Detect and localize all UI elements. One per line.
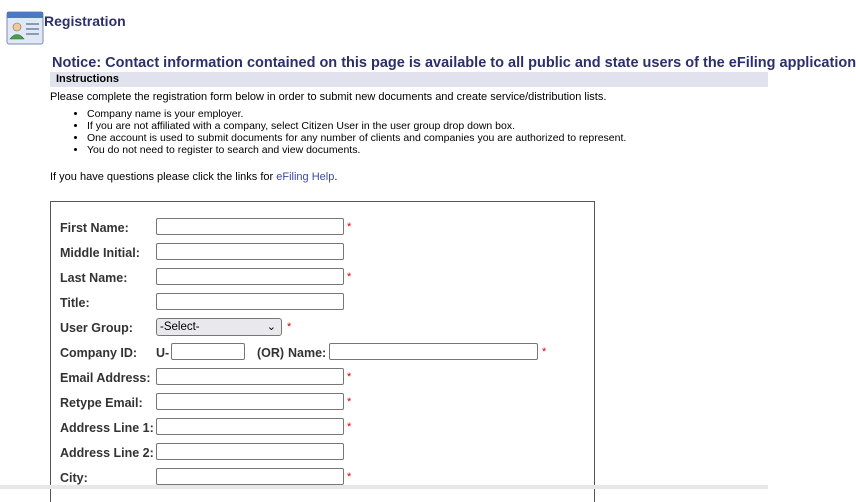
list-item: • You do not need to register to search and view documents. (87, 144, 626, 156)
registration-form (50, 201, 595, 502)
company-id-label: Company ID: (60, 346, 138, 360)
address1-row (51, 418, 594, 440)
address2-row (51, 443, 594, 465)
user-group-row (51, 318, 594, 340)
middle-initial-row (51, 243, 594, 265)
instructions-list (75, 108, 626, 156)
instructions-bar (50, 72, 768, 87)
company-name-input[interactable] (329, 343, 538, 360)
email-input[interactable] (156, 368, 344, 385)
chevron-down-icon: ⌄ (266, 321, 276, 333)
title-row (51, 293, 594, 315)
retype-email-label: Retype Email: (60, 396, 143, 410)
list-item: • One account is used to submit documents for any number of clients and companies you are authorized to represent. (87, 132, 626, 144)
user-registration-icon (6, 8, 46, 48)
address-line-1-input[interactable] (156, 418, 344, 435)
email-label: Email Address: (60, 371, 151, 385)
first-name-label: First Name: (60, 221, 129, 235)
required-marker: * (347, 221, 352, 233)
title-label: Title: (60, 296, 90, 310)
user-group-select[interactable] (156, 318, 282, 336)
efiling-help-link[interactable]: eFiling Help (276, 171, 335, 183)
address-line-1-label: Address Line 1: (60, 421, 154, 435)
retype-email-row (51, 393, 594, 415)
last-name-row (51, 268, 594, 290)
required-marker: * (347, 396, 352, 408)
company-row (51, 343, 594, 365)
first-name-row (51, 218, 594, 240)
middle-initial-label: Middle Initial: (60, 246, 140, 260)
required-marker: * (347, 471, 352, 483)
list-item: • If you are not affiliated with a company, select Citizen User in the user group drop down box. (87, 120, 626, 132)
middle-initial-input[interactable] (156, 243, 344, 260)
instructions-heading: Instructions (56, 73, 119, 85)
address-line-2-label: Address Line 2: (60, 446, 154, 460)
instructions-intro: Please complete the registration form below in order to submit new documents and create service/distribution lists. (50, 91, 607, 103)
last-name-input[interactable] (156, 268, 344, 285)
user-group-selected-value: -Select- (160, 321, 200, 333)
retype-email-input[interactable] (156, 393, 344, 410)
horizontal-scrollbar[interactable] (0, 485, 768, 489)
or-label: (OR) (257, 346, 285, 360)
list-item: • Company name is your employer. (87, 108, 626, 120)
company-id-prefix: U- (156, 346, 170, 360)
help-text (50, 171, 337, 183)
page-title: Registration (44, 13, 126, 29)
title-input[interactable] (156, 293, 344, 310)
address-line-2-input[interactable] (156, 443, 344, 460)
first-name-input[interactable] (156, 218, 344, 235)
user-group-label: User Group: (60, 321, 133, 335)
email-row (51, 368, 594, 390)
help-prefix: If you have questions please click the links for (50, 171, 274, 183)
help-suffix: . (334, 171, 338, 183)
required-marker: * (542, 346, 547, 358)
public-notice: Notice: Contact information contained on this page is available to all public and state users of the eFiling application (52, 55, 856, 71)
company-name-label: Name: (288, 346, 327, 360)
required-marker: * (347, 421, 352, 433)
city-input[interactable] (156, 468, 344, 485)
required-marker: * (287, 321, 292, 333)
required-marker: * (347, 371, 352, 383)
required-marker: * (347, 271, 352, 283)
last-name-label: Last Name: (60, 271, 128, 285)
page-header (6, 7, 46, 49)
company-id-input[interactable] (171, 343, 245, 360)
city-label: City: (60, 471, 88, 485)
